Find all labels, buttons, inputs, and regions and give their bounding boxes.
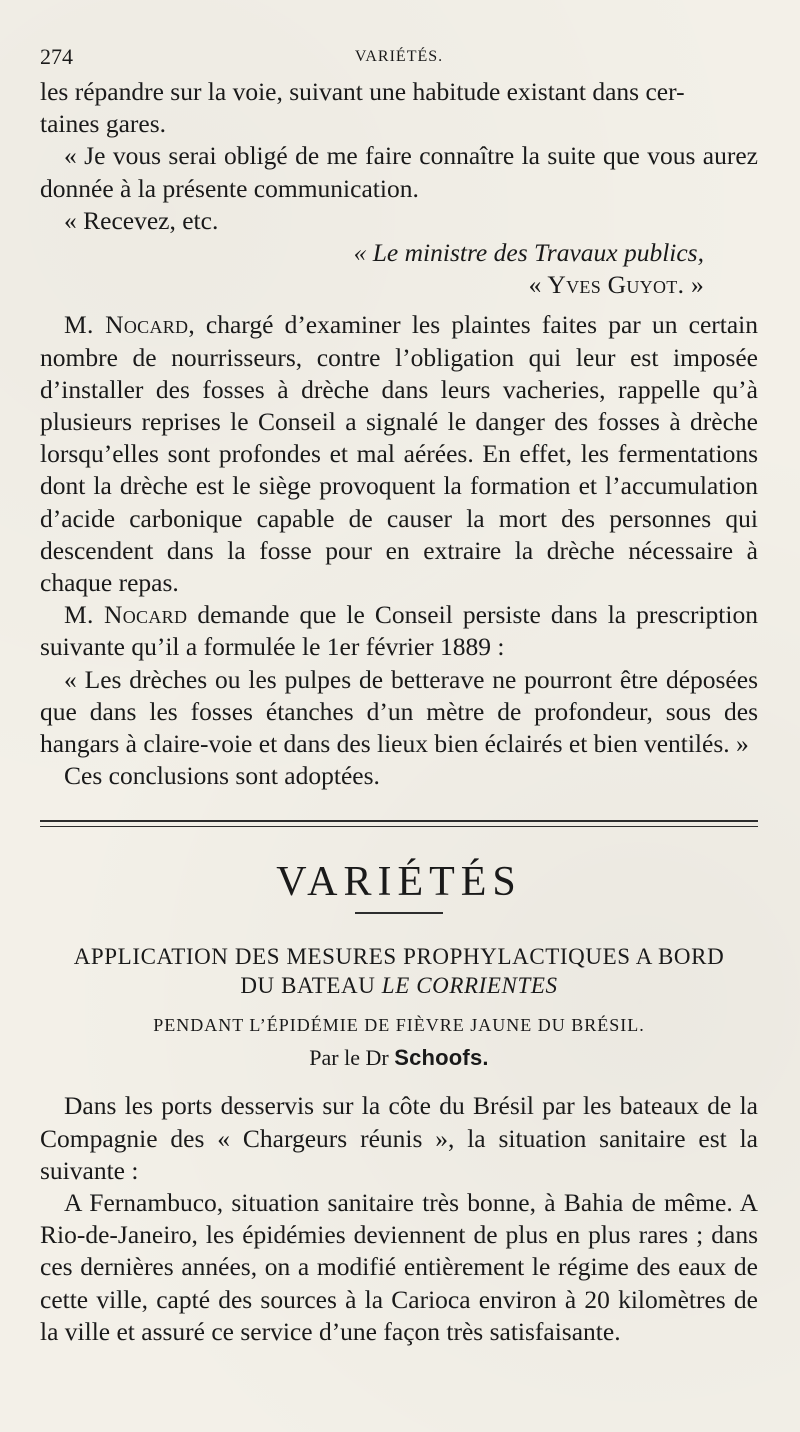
nocard-paragraph-text: , chargé d’examiner les plaintes faites par un certain nombre de nourrisseurs, contre l’obligation qui leur est imposée d’installer des fosses à drèche dans leurs vacheries, rappelle qu’à plusieurs reprises le Conseil a signalé le danger des fosses à drèche lorsqu’elles sont profondes et mal aérées. En effet, les fermentations dont la drèche est le siège provoquent la formation et l’accumulation d’acide carbonique capable de causer la mort des personnes qui descendent dans la fosse pour en extraire la drèche nécessaire à chaque repas. [40,310,758,598]
article-subtitle: PENDANT L’ÉPIDÉMIE DE FIÈVRE JAUNE DU BRÉSIL. [153,1015,645,1036]
byline-name: Schoofs. [394,1045,489,1071]
section-title: VARIÉTÉS [276,859,522,906]
page-header [40,38,758,76]
section-title-underline [355,912,443,914]
running-title: VARIÉTÉS. [354,48,444,65]
article-title-line-2-prefix: DU BATEAU [240,973,382,999]
spacer [40,301,758,309]
nocard-request-text: demande que le Conseil persiste dans la prescription suivante qu’il a formulée le 1er février 1889 : [40,600,758,662]
nocard-speaker: M. Nocard [64,310,189,340]
divider-line-bottom [40,826,758,827]
continued-line-2: taines gares. [40,109,167,139]
signature-line-1: « Le ministre des Travaux publics, [353,238,704,268]
section-divider [40,820,758,830]
article-paragraph-1: Dans les ports desservis sur la côte du Brésil par les bateaux de la Compagnie des « Chargeurs réunis », la situation sanitaire est la suivante : [40,1091,758,1185]
letter-paragraph-2: « Recevez, etc. [64,205,219,235]
page-number: 274 [40,44,73,69]
article-byline [40,1044,758,1072]
signature-line-2: « Yves Guyot. » [528,270,704,300]
top-text-block [40,76,758,792]
nocard-paragraph [40,309,758,599]
nocard-request-speaker: M. Nocard [64,600,188,630]
article-paragraph-2: A Fernambuco, situation sanitaire très bonne, à Bahia de même. A Rio-de-Janeiro, les épidémies deviennent de plus en plus rares ; dans ces dernières années, on a modifié entièrement le régime des eaux de cette ville, capté des sources à la Carioca environ à 20 kilomètres de la ville et assuré ce service d’une façon très satisfaisante. [40,1188,758,1346]
article-body [40,1090,758,1348]
article-title-line-2 [40,971,758,1000]
byline-prefix: Par le Dr [309,1045,395,1071]
article-title [40,942,758,1000]
letter-paragraph-1: « Je vous serai obligé de me faire connaître la suite que vous aurez donnée à la présente communication. [40,141,758,203]
article-title-line-1: APPLICATION DES MESURES PROPHYLACTIQUES A BORD [73,944,725,970]
divider-line-top [40,820,758,822]
nocard-request-paragraph [40,599,758,663]
continued-line-1: les répandre sur la voie, suivant une habitude existant dans cer- [40,77,685,106]
quoted-prescription: « Les drèches ou les pulpes de betterave ne pourront être déposées que dans les fosses étanches d’un mètre de profondeur, sous des hangars à claire-voie et dans des lieux bien éclairés et bien ventilés. » [40,664,758,759]
conclusion-text: Ces conclusions sont adoptées. [64,761,380,791]
article-title-line-2-emphasis: LE CORRIENTES [381,973,558,999]
